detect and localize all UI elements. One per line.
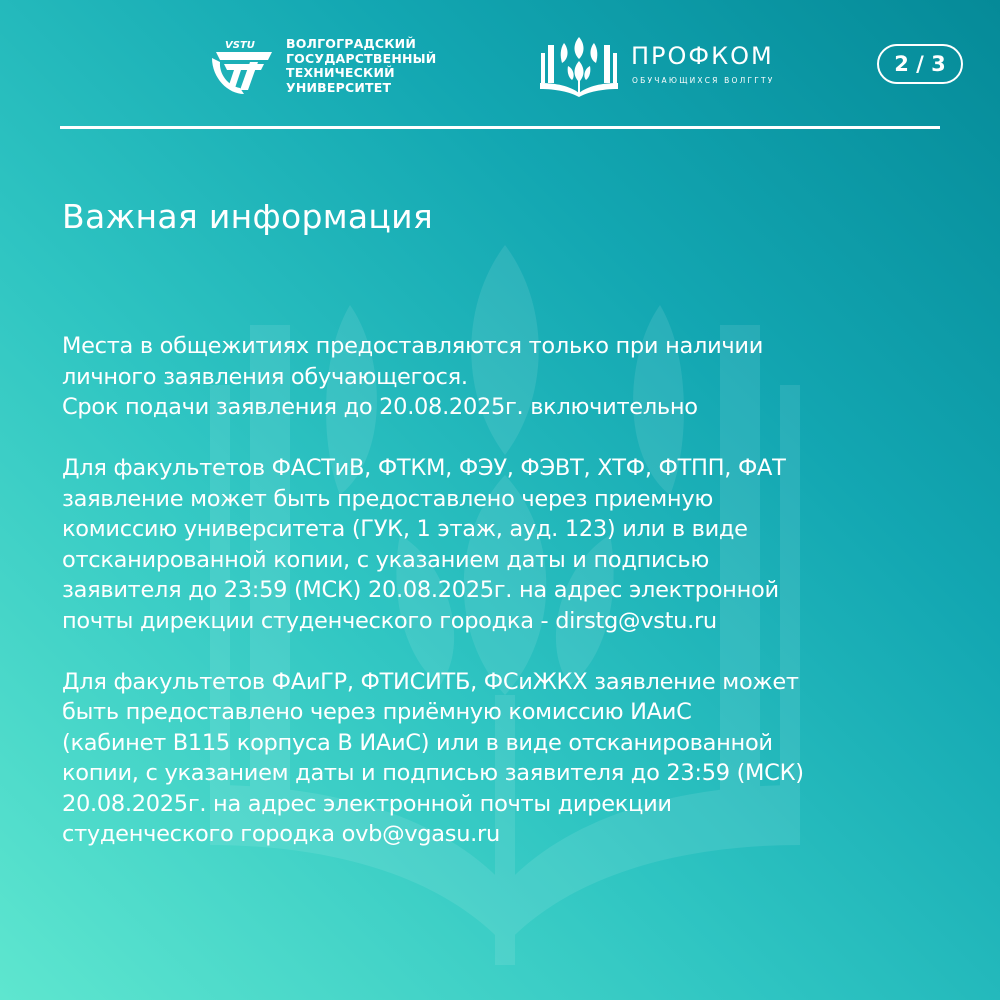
text-line: копии, с указанием даты и подписью заявителя до 23:59 (МСК) — [62, 760, 804, 786]
text-line: заявление может быть предоставлено через приемную — [62, 485, 713, 512]
text-line: Срок подачи заявления до 20.08.2025г. включительно — [62, 394, 698, 420]
text-line: Места в общежитиях предоставляются только при наличии — [62, 333, 764, 359]
profkom-subtitle: ОБУЧАЮЩИХСЯ ВОЛГГТУ — [632, 76, 775, 85]
university-name-line: ВОЛГОГРАДСКИЙ — [286, 36, 416, 51]
profkom-logo-icon — [540, 35, 618, 97]
university-name-line: УНИВЕРСИТЕТ — [286, 79, 392, 95]
text-line: студенческого городка ovb@vgasu.ru — [62, 821, 500, 847]
vstu-logo-text: VSTU — [225, 40, 255, 51]
university-name-line: ГОСУДАРСТВЕННЫЙ — [286, 50, 437, 66]
profkom-title: ПРОФКОМ — [631, 42, 774, 70]
text-line: 20.08.2025г. на адрес электронной почты дирекции — [62, 790, 672, 817]
header — [60, 30, 946, 110]
university-name — [286, 37, 436, 95]
vstu-logo-icon — [210, 38, 276, 98]
university-name-line: ТЕХНИЧЕСКИЙ — [286, 65, 395, 80]
text-line: почты дирекции студенческого городка - dirstg@vstu.ru — [62, 607, 717, 634]
text-line: отсканированной копии, с указанием даты и подписью — [62, 546, 709, 573]
body-text — [62, 331, 962, 880]
text-line: заявителя до 23:59 (МСК) 20.08.2025г. на адрес электронной — [62, 577, 779, 603]
text-line: личного заявления обучающегося. — [62, 363, 468, 390]
header-divider — [60, 126, 940, 129]
text-line: Для факультетов ФАСТиВ, ФТКМ, ФЭУ, ФЭВТ, ХТФ, ФТПП, ФАТ — [62, 455, 786, 481]
page-counter: 2 / 3 — [877, 44, 963, 84]
paragraph — [62, 667, 962, 850]
text-line: быть предоставлено через приёмную комиссию ИАиС — [62, 699, 692, 725]
page-title: Важная информация — [62, 197, 434, 236]
paragraph — [62, 331, 962, 423]
text-line: Для факультетов ФАиГР, ФТИСИТБ, ФСиЖКХ заявление может — [62, 668, 799, 695]
text-line: комиссию университета (ГУК, 1 этаж, ауд. 123) или в виде — [62, 516, 748, 542]
paragraph — [62, 453, 962, 636]
text-line: (кабинет В115 корпуса В ИАиС) или в виде отсканированной — [62, 729, 773, 756]
